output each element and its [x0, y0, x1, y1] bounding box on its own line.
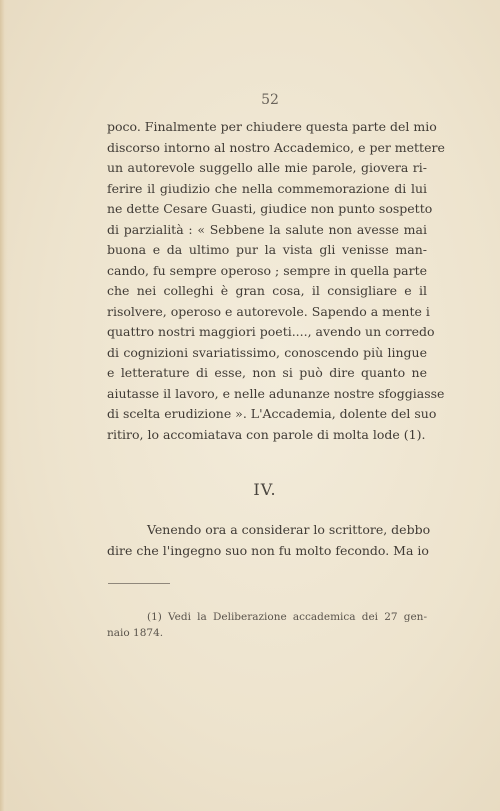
- text-line: dire che l'ingegno suo non fu molto fecondo. Ma io: [107, 542, 429, 558]
- footnote-divider: [108, 583, 170, 584]
- text-line: un autorevole suggello alle mie parole, giovera ri-: [107, 160, 427, 175]
- page-spine-shadow: [0, 0, 8, 811]
- footnote-line: (1) Vedi la Deliberazione accademica dei 27 gen-: [147, 611, 427, 623]
- text-line: quattro nostri maggiori poeti...., avendo un corredo: [107, 324, 435, 339]
- text-line: di parzialità : « Sebbene la salute non avesse mai: [107, 221, 427, 237]
- text-line: ferire il giudizio che nella commemorazione di lui: [107, 180, 427, 196]
- text-line: buona e da ultimo pur la vista gli venisse man-: [107, 242, 427, 257]
- page-number: 52: [261, 92, 279, 108]
- text-line: poco. Finalmente per chiudere questa parte del mio: [107, 119, 437, 134]
- text-line: ne dette Cesare Guasti, giudice non punto sospetto: [107, 201, 433, 216]
- footnote: [107, 609, 427, 641]
- section-heading: IV.: [253, 480, 277, 499]
- footnote-line: naio 1874.: [107, 627, 164, 639]
- paragraph-1: [107, 117, 445, 445]
- text-line: di cognizioni svariatissimo, conoscendo più lingue: [107, 344, 427, 360]
- text-line: ritiro, lo accomiatava con parole di molta lode (1).: [107, 426, 426, 442]
- text-line: discorso intorno al nostro Accademico, e per mettere: [107, 139, 445, 155]
- text-line: aiutasse il lavoro, e nelle adunanze nostre sfoggiasse: [107, 385, 445, 401]
- text-line: Venendo ora a considerar lo scrittore, debbo: [147, 522, 431, 537]
- text-line: risolvere, operoso e autorevole. Sapendo a mente i: [107, 303, 430, 319]
- text-line: cando, fu sempre operoso ; sempre in quella parte: [107, 262, 427, 278]
- text-line: e letterature di esse, non si può dire quanto ne: [107, 365, 427, 380]
- paragraph-2: [107, 520, 431, 561]
- text-line: di scelta erudizione ». L'Accademia, dolente del suo: [107, 406, 437, 421]
- text-line: che nei colleghi è gran cosa, il consigliare e il: [107, 283, 427, 298]
